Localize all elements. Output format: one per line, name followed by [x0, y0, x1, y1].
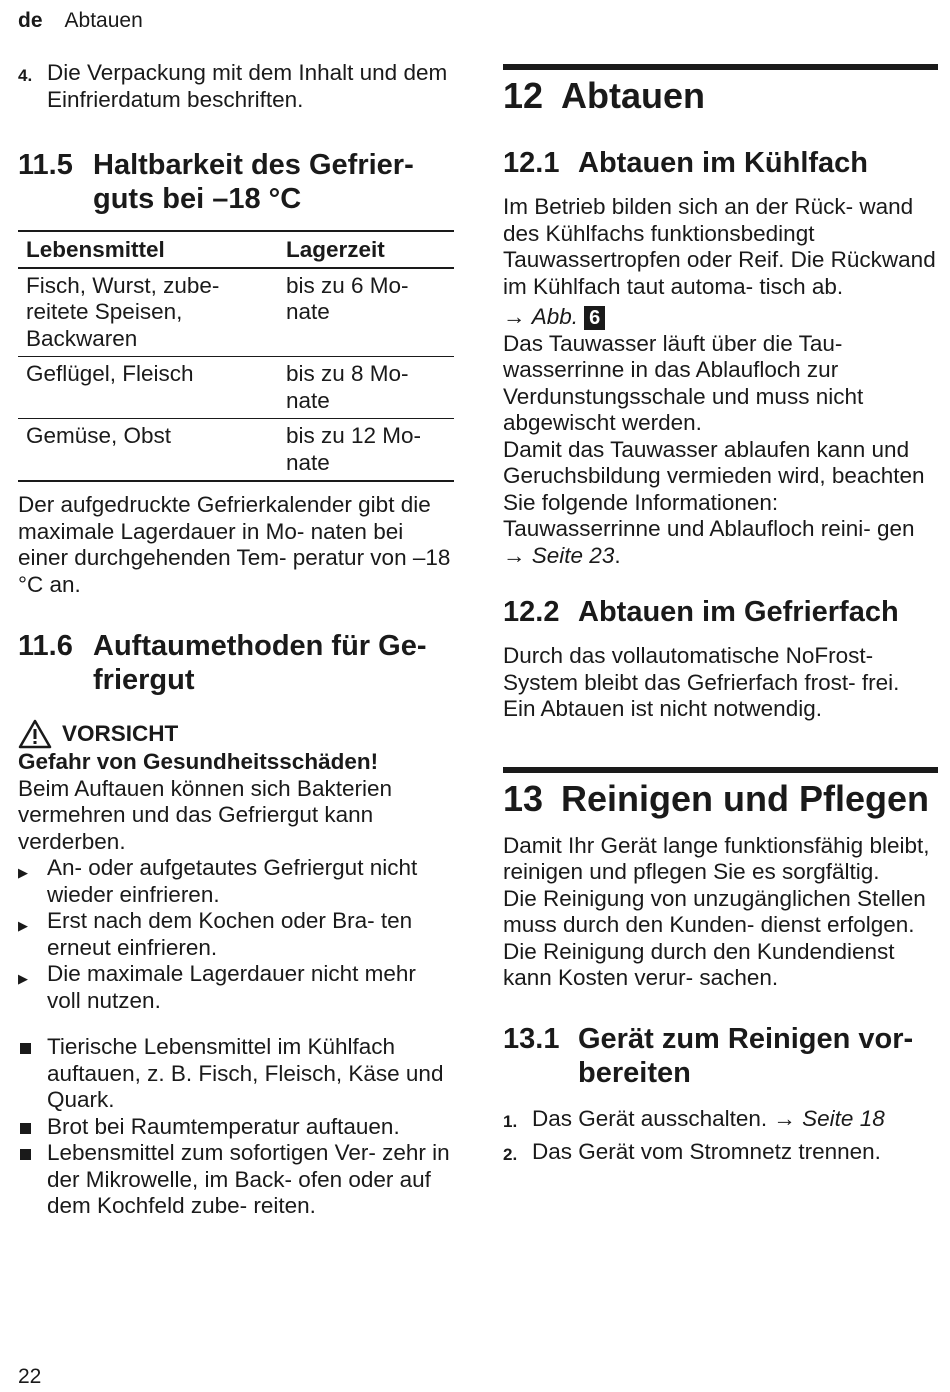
section-11-5-title: Haltbarkeit des Gefrier- guts bei –18 °C [93, 149, 414, 215]
right-column [503, 64, 938, 1169]
warning-text: Beim Auftauen können sich Bakterien vermehren und das Gefriergut kann verderben. [18, 775, 392, 854]
section-13-1-heading: 13.1 Gerät zum Reinigen vor- bereiten [503, 1022, 938, 1090]
figure-reference[interactable] [503, 304, 938, 331]
language-code: de [18, 9, 43, 32]
list-item: Lebensmittel zum sofortigen Ver- zehr in der Mikrowelle, im Back- ofen oder auf dem Kochfeld zube- reiten. [18, 1140, 454, 1220]
section-12-1-heading: 12.1 Abtauen im Kühlfach [503, 147, 869, 179]
section-12-1-title: Abtauen im Kühlfach [578, 147, 869, 179]
section-11-6-heading: 11.6 Auftaumethoden für Ge- friergut [18, 629, 454, 697]
figure-label: Abb. [531, 304, 579, 329]
table-header-food: Lebensmittel [18, 231, 278, 268]
page-link-18[interactable]: Seite 18 [802, 1105, 885, 1131]
header-title: Abtauen [64, 9, 143, 32]
calendar-text: Der aufgedruckte Gefrierkalender gibt die maximale Lagerdauer in Mo- naten bei einer durchgehenden Tem- peratur von –18 °C an. [18, 492, 451, 597]
arrow-right-icon: → [503, 542, 526, 568]
square-bullet-icon [18, 1034, 47, 1114]
table-cell: Gemüse, Obst [18, 419, 278, 482]
left-column [18, 56, 454, 1220]
figure-number-badge: 6 [584, 306, 605, 330]
page-number: 22 [18, 1365, 42, 1388]
section-12-1-p3: Damit das Tauwasser ablaufen kann und Geruchsbildung vermieden wird, beachten Sie folgende Informationen: Tauwasserrinne und Ablaufloch reini- gen → Seite 23. [503, 436, 925, 568]
table-header-time: Lagerzeit [278, 231, 454, 268]
list-item: ▶ An- oder aufgetautes Gefriergut nicht wieder einfrieren. [18, 855, 418, 907]
step-1: 1. Das Gerät ausschalten. → Seite 18 [503, 1105, 885, 1131]
section-12-2-title: Abtauen im Gefrierfach [578, 596, 899, 628]
table-row [18, 357, 454, 419]
chapter-12-title: Abtauen [561, 75, 705, 116]
step-4-text: Die Verpackung mit dem Inhalt und dem Einfrierdatum beschriften. [47, 60, 448, 112]
triangle-bullet-icon: ▶ [18, 918, 28, 933]
chapter-13-heading: 13 Reinigen und Pflegen [503, 767, 938, 821]
section-12-2-text: Durch das vollautomatische NoFrost- System bleibt das Gefrierfach frost- frei. Ein Abtauen ist nicht notwendig. [503, 643, 900, 721]
section-12-1-p2: Das Tauwasser läuft über die Tau- wasserrinne in das Ablaufloch zur Verdunstungsschale und muss nicht abgewischt werden. [503, 330, 864, 435]
chapter-13-p2: Die Reinigung von unzugänglichen Stellen muss durch den Kunden- dienst erfolgen. Die Reinigung durch den Kundendienst kann Kosten verur- sachen. [503, 885, 926, 990]
list-item: ▶ Erst nach dem Kochen oder Bra- ten erneut einfrieren. [18, 908, 413, 960]
warning-subtitle: Gefahr von Gesundheitsschäden! [18, 749, 379, 774]
section-11-6-title: Auftaumethoden für Ge- friergut [93, 630, 427, 696]
triangle-bullet-icon: ▶ [18, 865, 28, 880]
chapter-12-heading: 12 Abtauen [503, 64, 938, 118]
storage-time-table [18, 230, 454, 482]
list-item: Brot bei Raumtemperatur auftauen. [18, 1114, 454, 1141]
section-11-5-heading: 11.5 Haltbarkeit des Gefrier- guts bei –18 °C [18, 148, 454, 216]
chapter-13-title: Reinigen und Pflegen [561, 777, 930, 819]
section-12-1-p1: Im Betrieb bilden sich an der Rück- wand des Kühlfachs funktionsbedingt Tauwassertropfen oder Reif. Die Rückwand im Kühlfach taut automa- tisch ab. [503, 194, 936, 299]
section-13-1-title: Gerät zum Reinigen vor- bereiten [578, 1022, 914, 1089]
page-header [18, 9, 143, 33]
warning-triangle-icon [18, 719, 52, 749]
table-cell: Fisch, Wurst, zube- reitete Speisen, Backwaren [26, 272, 220, 351]
list-item: ▶ Die maximale Lagerdauer nicht mehr voll nutzen. [18, 961, 416, 1013]
step-4: 4. Die Verpackung mit dem Inhalt und dem Einfrierdatum beschriften. [18, 60, 454, 113]
list-item: Tierische Lebensmittel im Kühlfach auftauen, z. B. Fisch, Fleisch, Käse und Quark. [18, 1034, 454, 1114]
table-row [18, 268, 454, 357]
table-cell: Geflügel, Fleisch [18, 357, 278, 419]
table-cell: bis zu 8 Mo- nate [278, 357, 454, 419]
table-cell: bis zu 6 Mo- nate [286, 272, 409, 324]
chapter-13-p1: Damit Ihr Gerät lange funktionsfähig bleibt, reinigen und pflegen Sie es sorgfältig. [503, 832, 930, 884]
page-link-23[interactable]: Seite 23 [531, 542, 615, 568]
warning-label: VORSICHT [18, 719, 454, 749]
section-12-2-heading: 12.2 Abtauen im Gefrierfach [503, 596, 899, 628]
step-2: 2. Das Gerät vom Stromnetz trennen. [503, 1139, 881, 1164]
square-bullet-icon [18, 1140, 47, 1220]
square-bullet-icon [18, 1114, 47, 1141]
table-row [18, 419, 454, 482]
table-cell: bis zu 12 Mo- nate [278, 419, 454, 482]
arrow-right-icon: → [773, 1105, 796, 1131]
arrow-right-icon: → [503, 304, 526, 329]
triangle-bullet-icon: ▶ [18, 971, 28, 986]
